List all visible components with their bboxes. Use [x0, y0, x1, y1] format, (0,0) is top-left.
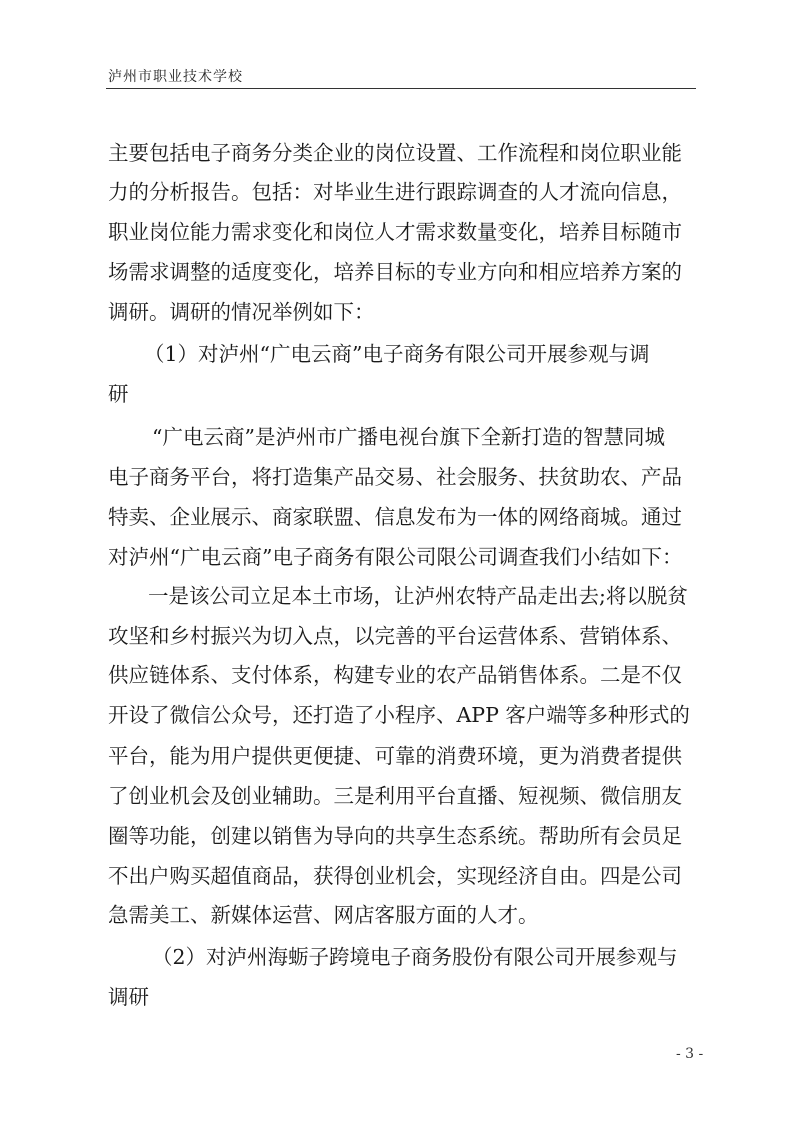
page-header — [106, 64, 696, 89]
section-heading: （2）对泸州海蛎子跨境电子商务股份有限公司开展参观与 — [152, 945, 678, 969]
body-line: 一是该公司立足本土市场，让泸州农特产品走出去;将以脱贫 — [148, 584, 688, 608]
body-line: 特卖、企业展示、商家联盟、信息发布为一体的网络商城。通过 — [108, 505, 682, 529]
body-line: 平台，能为用户提供更便捷、可靠的消费环境，更为消费者提供 — [108, 744, 682, 768]
body-line: 供应链体系、支付体系，构建专业的农产品销售体系。二是不仅 — [108, 663, 682, 687]
body-line: 对泸州“广电云商”电子商务有限公司限公司调查我们小结如下： — [108, 545, 683, 569]
body-line: 圈等功能，创建以销售为导向的共享生态系统。帮助所有会员足 — [108, 824, 682, 848]
body-line: 攻坚和乡村振兴为切入点，以完善的平台运营体系、营销体系、 — [108, 624, 682, 648]
section-heading: （1）对泸州“广电云商”电子商务有限公司开展参观与调 — [144, 342, 650, 366]
body-line: 急需美工、新媒体运营、网店客服方面的人才。 — [108, 903, 539, 927]
body-line: 了创业机会及创业辅助。三是利用平台直播、短视频、微信朋友 — [108, 784, 682, 808]
body-line: 力的分析报告。包括：对毕业生进行跟踪调查的人才流向信息， — [108, 180, 682, 204]
body-line: 不出户购买超值商品，获得创业机会，实现经济自由。四是公司 — [108, 864, 682, 888]
body-line: 主要包括电子商务分类企业的岗位设置、工作流程和岗位职业能 — [108, 141, 682, 165]
body-line: “广电云商”是泸州市广播电视台旗下全新打造的智慧同城 — [152, 425, 665, 449]
body-line: 场需求调整的适度变化，培养目标的专业方向和相应培养方案的 — [108, 260, 682, 284]
body-line: 职业岗位能力需求变化和岗位人才需求数量变化，培养目标随市 — [108, 220, 682, 244]
section-heading-continued: 研 — [108, 382, 129, 406]
section-heading-continued: 调研 — [108, 985, 149, 1009]
body-line: 调研。调研的情况举例如下： — [108, 300, 375, 324]
page-number: - 3 - — [676, 1046, 704, 1062]
body-line: 开设了微信公众号，还打造了小程序、APP 客户端等多种形式的 — [108, 703, 690, 727]
body-line: 电子商务平台，将打造集产品交易、社会服务、扶贫助农、产品 — [108, 465, 682, 489]
school-name: 泸州市职业技术学校 — [108, 69, 243, 85]
